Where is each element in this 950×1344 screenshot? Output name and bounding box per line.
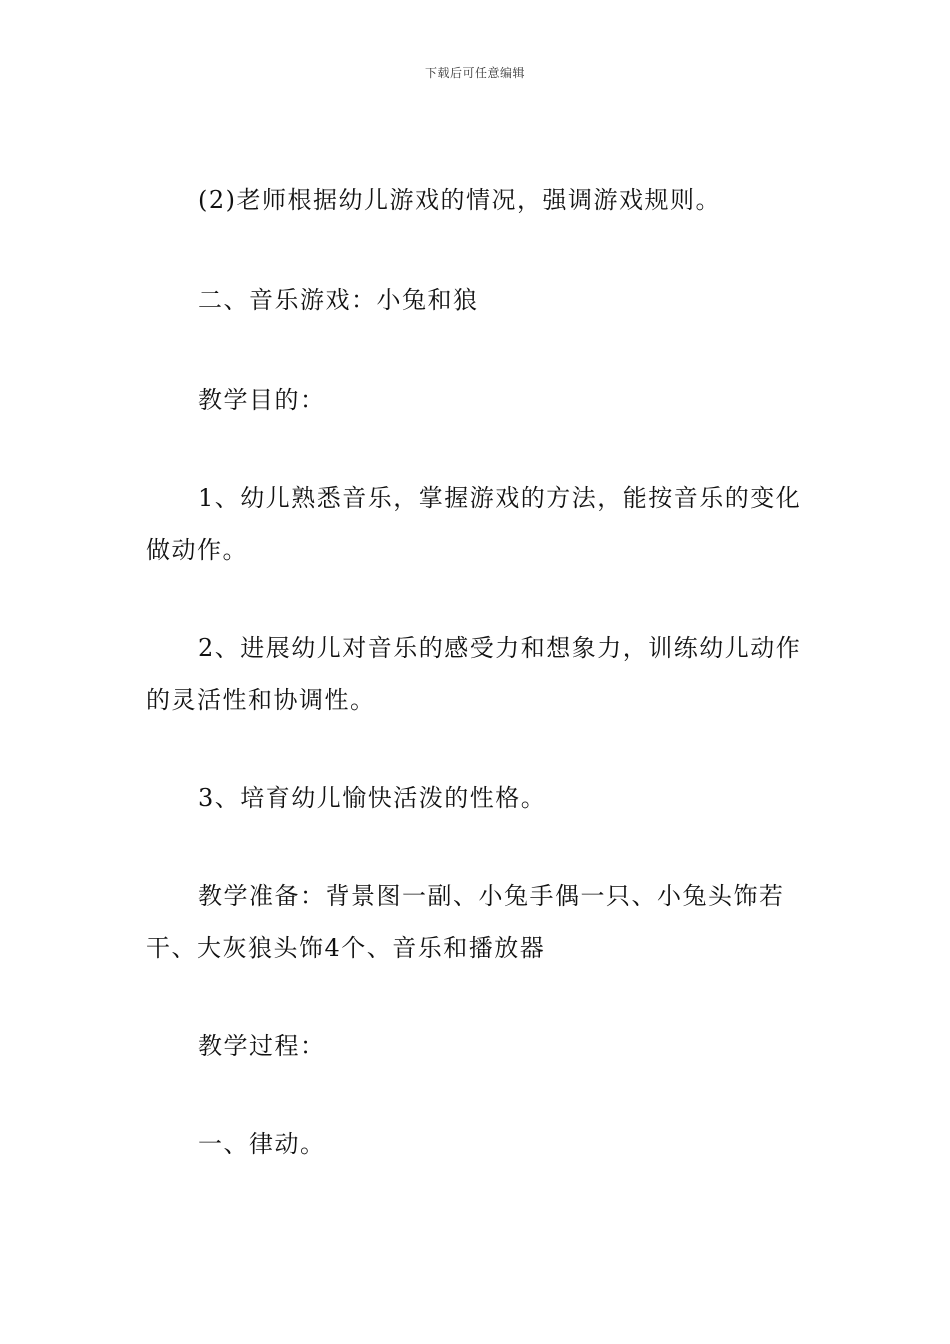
goal-item-3: 3、培育幼儿愉快活泼的性格。 bbox=[198, 784, 547, 812]
section-heading-music-game: 二、音乐游戏：小兔和狼 bbox=[198, 286, 479, 314]
goal-item-1: 1、幼儿熟悉音乐，掌握游戏的方法，能按音乐的变化做动作。 bbox=[146, 484, 802, 564]
teaching-preparation: 教学准备：背景图一副、小兔手偶一只、小兔头饰若干、大灰狼头饰4个、音乐和播放器 bbox=[146, 882, 785, 962]
teaching-process-heading: 教学过程： bbox=[198, 1032, 326, 1060]
paragraph-rules-emphasis: (2)老师根据幼儿游戏的情况，强调游戏规则。 bbox=[198, 186, 721, 214]
goal-item-2: 2、进展幼儿对音乐的感受力和想象力，训练幼儿动作的灵活性和协调性。 bbox=[146, 634, 802, 714]
header-note: 下载后可任意编辑 bbox=[424, 66, 525, 80]
process-step-1: 一、律动。 bbox=[198, 1130, 326, 1158]
teaching-goals-heading: 教学目的： bbox=[198, 386, 326, 414]
